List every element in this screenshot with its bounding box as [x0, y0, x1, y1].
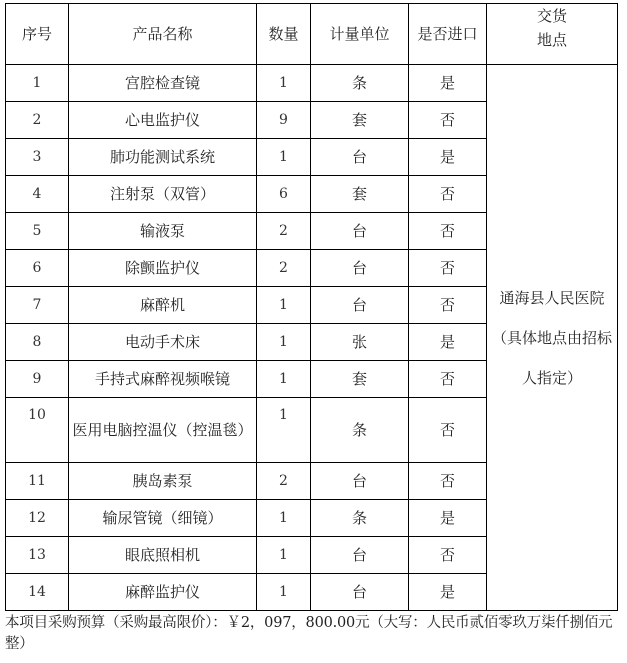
row-quantity: 2	[257, 213, 311, 250]
row-product-name: 麻醉监护仪	[69, 574, 257, 611]
row-index: 1	[6, 65, 69, 102]
row-quantity: 2	[257, 463, 311, 500]
row-quantity: 1	[257, 574, 311, 611]
row-index: 4	[6, 176, 69, 213]
row-quantity: 1	[257, 65, 311, 102]
row-unit: 条	[311, 65, 409, 102]
row-product-name: 心电监护仪	[69, 102, 257, 139]
row-product-name: 胰岛素泵	[69, 463, 257, 500]
row-index: 3	[6, 139, 69, 176]
product-table	[5, 3, 618, 611]
delivery-line2: （具体地点由招标	[491, 328, 612, 347]
row-quantity: 1	[257, 287, 311, 324]
row-unit: 台	[311, 463, 409, 500]
row-unit: 台	[311, 250, 409, 287]
row-unit: 条	[311, 398, 409, 463]
header-delivery-line2: 地点	[536, 31, 567, 49]
row-product-name: 输液泵	[69, 213, 257, 250]
budget-note: 本项目采购预算（采购最高限价）：￥2，097，800.00元（大写：人民币贰佰零玖万柒仟捌佰元整）	[5, 615, 613, 652]
row-imported: 否	[409, 537, 487, 574]
row-product-name: 眼底照相机	[69, 537, 257, 574]
row-imported: 否	[409, 213, 487, 250]
row-index: 8	[6, 324, 69, 361]
row-quantity: 6	[257, 176, 311, 213]
table-row	[6, 65, 618, 102]
row-product-name: 肺功能测试系统	[69, 139, 257, 176]
row-unit: 张	[311, 324, 409, 361]
row-unit: 条	[311, 500, 409, 537]
row-product-name: 输尿管镜（细镜）	[69, 500, 257, 537]
row-unit: 台	[311, 287, 409, 324]
row-imported: 是	[409, 324, 487, 361]
row-product-name: 宫腔检查镜	[69, 65, 257, 102]
row-quantity: 1	[257, 139, 311, 176]
row-unit: 台	[311, 574, 409, 611]
procurement-document	[5, 3, 617, 655]
header-index: 序号	[6, 4, 69, 65]
header-imported: 是否进口	[409, 4, 487, 65]
table-header-row	[6, 4, 618, 65]
row-unit: 套	[311, 176, 409, 213]
header-delivery-line1: 交货	[536, 7, 567, 25]
row-index: 10	[6, 398, 69, 463]
row-quantity: 1	[257, 500, 311, 537]
row-index: 7	[6, 287, 69, 324]
row-product-name: 除颤监护仪	[69, 250, 257, 287]
row-index: 14	[6, 574, 69, 611]
row-imported: 否	[409, 398, 487, 463]
row-index: 13	[6, 537, 69, 574]
row-imported: 否	[409, 250, 487, 287]
row-imported: 否	[409, 176, 487, 213]
row-unit: 台	[311, 537, 409, 574]
row-unit: 台	[311, 139, 409, 176]
header-delivery	[487, 4, 618, 65]
row-index: 11	[6, 463, 69, 500]
row-quantity: 1	[257, 324, 311, 361]
row-quantity: 1	[257, 398, 311, 463]
row-imported: 是	[409, 500, 487, 537]
row-imported: 否	[409, 102, 487, 139]
header-name: 产品名称	[69, 4, 257, 65]
row-quantity: 1	[257, 537, 311, 574]
row-index: 12	[6, 500, 69, 537]
header-unit: 计量单位	[311, 4, 409, 65]
row-product-name: 注射泵（双管）	[69, 176, 257, 213]
delivery-line3: 人指定）	[521, 368, 582, 387]
row-product-name: 麻醉机	[69, 287, 257, 324]
row-product-name: 电动手术床	[69, 324, 257, 361]
row-imported: 是	[409, 139, 487, 176]
row-index: 2	[6, 102, 69, 139]
row-product-name: 医用电脑控温仪（控温毯）	[69, 398, 257, 463]
row-imported: 是	[409, 574, 487, 611]
header-quantity: 数量	[257, 4, 311, 65]
row-quantity: 2	[257, 250, 311, 287]
delivery-location	[487, 65, 618, 611]
row-product-name: 手持式麻醉视频喉镜	[69, 361, 257, 398]
row-unit: 套	[311, 102, 409, 139]
row-imported: 否	[409, 463, 487, 500]
row-unit: 台	[311, 213, 409, 250]
row-index: 6	[6, 250, 69, 287]
row-quantity: 1	[257, 361, 311, 398]
row-index: 9	[6, 361, 69, 398]
delivery-line1: 通海县人民医院	[499, 288, 605, 307]
row-imported: 否	[409, 287, 487, 324]
row-unit: 套	[311, 361, 409, 398]
row-index: 5	[6, 213, 69, 250]
row-imported: 是	[409, 65, 487, 102]
row-quantity: 9	[257, 102, 311, 139]
row-imported: 否	[409, 361, 487, 398]
